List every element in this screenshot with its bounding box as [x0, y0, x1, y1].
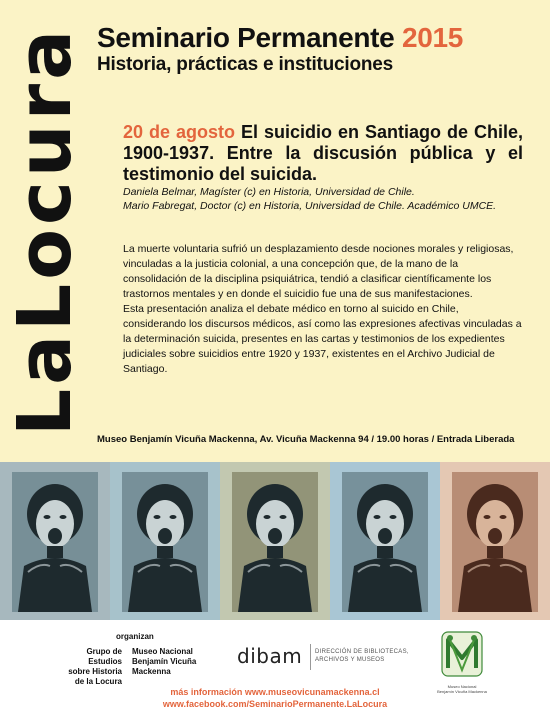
- talk-title: [123, 122, 523, 185]
- screaming-woman-portrait-icon: [220, 462, 330, 620]
- org-grupo-line-3: de la Locura: [74, 677, 122, 686]
- photo-tile: [220, 462, 330, 620]
- speakers: [123, 185, 523, 213]
- seminar-year: 2015: [401, 22, 464, 53]
- dibam-logo: dibam: [237, 644, 303, 668]
- abstract-paragraph-1: La muerte voluntaria sufrió un desplazamiento desde nociones morales y religiosas, vinculadas a la justicia colonial, a una concepción que, de la mano de la consolidación de la disciplina psiquiátrica, tendió a clasificar científicamente los trastornos mentales y en donde el suicidio fue una de sus manifestaciones.: [123, 243, 514, 300]
- seminar-title: [97, 22, 463, 54]
- photo-strip: [0, 462, 550, 620]
- talk-date: 20 de agosto: [123, 122, 236, 142]
- vertical-title-text: LaLocura: [2, 25, 88, 437]
- museo-logo-text-line-2: Benjamín Vicuña Mackenna: [437, 689, 487, 694]
- museo-logo-text-line-1: Museo Nacional: [447, 684, 477, 689]
- museo-logo-icon: [440, 628, 484, 682]
- abstract: [123, 242, 523, 377]
- photo-tile: [0, 462, 110, 620]
- seminar-title-text: Seminario Permanente: [97, 22, 395, 53]
- vertical-title: [2, 0, 88, 462]
- org-grupo: [54, 647, 122, 687]
- dibam-text: [315, 648, 409, 664]
- org-museo: [132, 647, 212, 677]
- organizan-label: organizan: [116, 632, 154, 641]
- screaming-woman-portrait-icon: [0, 462, 110, 620]
- photo-tile: [440, 462, 550, 620]
- speaker-1: Daniela Belmar, Magíster (c) en Historia, Universidad de Chile.: [123, 186, 415, 198]
- screaming-woman-portrait-icon: [330, 462, 440, 620]
- info-website[interactable]: más información www.museovicunamackenna.cl: [170, 687, 380, 697]
- info-facebook[interactable]: www.facebook.com/SeminarioPermanente.LaLocura: [162, 699, 388, 709]
- photo-tile: [330, 462, 440, 620]
- venue-line: Museo Benjamín Vicuña Mackenna, Av. Vicuña Mackenna 94 / 19.00 horas / Entrada Liberada: [97, 434, 515, 445]
- org-museo-line-3: Mackenna: [132, 667, 171, 676]
- dibam-divider: [310, 644, 311, 670]
- screaming-woman-portrait-icon: [110, 462, 220, 620]
- photo-tile: [110, 462, 220, 620]
- org-grupo-line-2: sobre Historia: [68, 667, 122, 676]
- talk-title-text: El suicidio en Santiago de Chile, 1900-1937. Entre la discusión pública y el testimonio del suicida.: [123, 122, 523, 184]
- org-museo-line-1: Museo Nacional: [132, 647, 193, 656]
- dibam-text-line-2: ARCHIVOS Y MUSEOS: [315, 657, 385, 663]
- org-grupo-line-1: Grupo de Estudios: [86, 647, 122, 666]
- screaming-woman-portrait-icon: [440, 462, 550, 620]
- org-museo-line-2: Benjamín Vicuña: [132, 657, 197, 666]
- abstract-paragraph-2: Esta presentación analiza el debate médico en torno al suicido en Chile, considerando los discursos médicos, así como las expresiones afectivas vinculadas a la determinación suicida, presentes en las cartas y testimonios de los expedientes judiciales sobre suicidios entre 1920 y 1937, existentes en el Archivo Judicial de Santiago.: [123, 303, 522, 375]
- speaker-2: Mario Fabregat, Doctor (c) en Historia, Universidad de Chile. Académico UMCE.: [123, 200, 497, 212]
- dibam-text-line-1: DIRECCIÓN DE BIBLIOTECAS,: [315, 649, 409, 655]
- seminar-subtitle: Historia, prácticas e instituciones: [97, 54, 394, 75]
